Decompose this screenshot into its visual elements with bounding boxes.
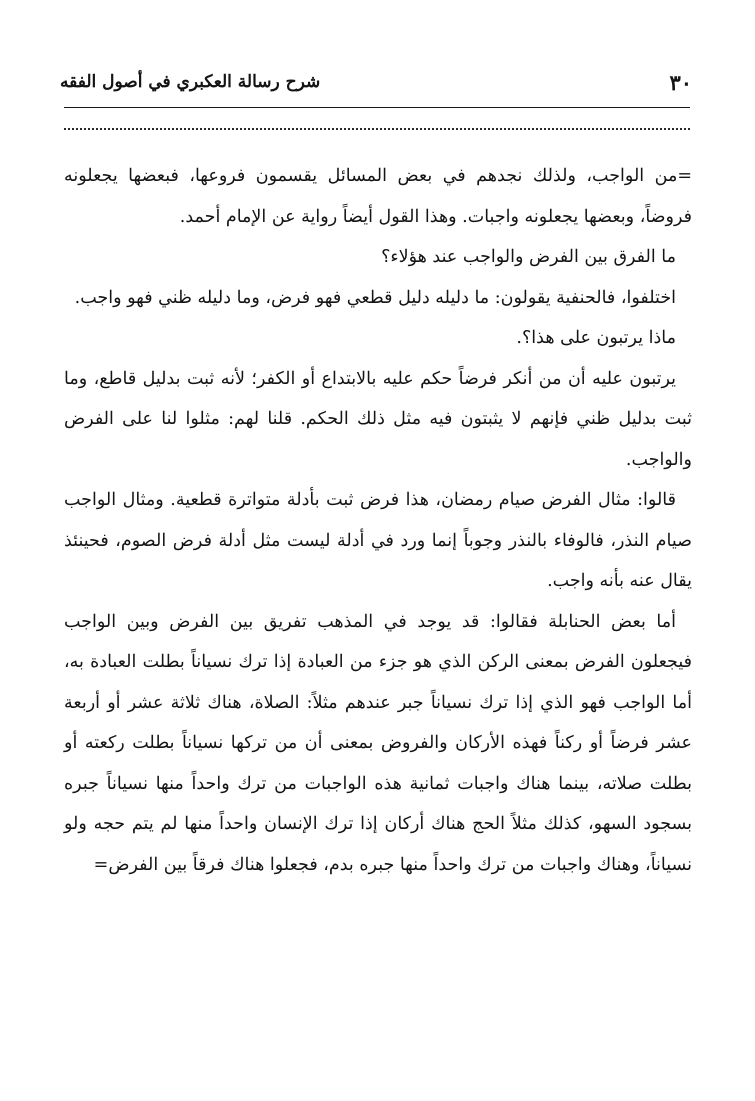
page-number: ٣٠ bbox=[669, 70, 692, 95]
paragraph-question-consequence: ماذا يرتبون على هذا؟. bbox=[516, 328, 676, 348]
paragraph-examples: قالوا: مثال الفرض صيام رمضان، هذا فرض ثبت بأدلة متواترة قطعية. ومثال الواجب صيام النذر، فالوفاء بالنذر وجوباً إنما ورد في أدلة ليست مثل أدلة فرض الصوم، فحينئذ يقال عنه بأنه واجب. bbox=[64, 490, 692, 591]
paragraph-hanbali-view: أما بعض الحنابلة فقالوا: قد يوجد في المذهب تفريق بين الفرض وبين الواجب فيجعلون الفرض بمعنى الركن الذي هو جزء من العبادة إذا ترك نسياناً بطلت العبادة به، أما الواجب فهو الذي إذا ترك نسياناً جبر عندهم مثلاً: الصلاة، هناك ثلاثة عشر أو أربعة عشر فرضاً أو ركناً فهذه الأركان والفروض بمعنى أن من تركها نسياناً بطلت ركعته أو بطلت صلاته، بينما هناك واجبات ثمانية هذه الواجبات من ترك واحداً منها نسياناً جبره بسجود السهو، كذلك مثلاً الحج هناك أركان إذا ترك الإنسان واحداً منها لم يتم حجه ولو نسياناً، وهناك واجبات من ترك واحداً منها جبره بدم، فجعلوا هناك فرقاً بين الفرض= bbox=[64, 611, 692, 875]
paragraph-question: ما الفرق بين الفرض والواجب عند هؤلاء؟ bbox=[381, 247, 676, 267]
running-header bbox=[60, 68, 692, 104]
page-body bbox=[64, 156, 692, 885]
header-rule bbox=[64, 107, 690, 108]
paragraph-hanafi-view: اختلفوا، فالحنفية يقولون: ما دليله دليل قطعي فهو فرض، وما دليله ظني فهو واجب. bbox=[74, 287, 676, 308]
header-dotted-rule bbox=[64, 128, 690, 130]
paragraph-consequence: يرتبون عليه أن من أنكر فرضاً حكم عليه بالابتداع أو الكفر؛ لأنه ثبت بدليل قاطع، وما ثبت بدليل ظني فإنهم لا يثبتون فيه مثل ذلك الحكم. قلنا لهم: مثلوا لنا على الفرض والواجب. bbox=[64, 368, 692, 470]
book-title: شرح رسالة العكبري في أصول الفقه bbox=[60, 72, 321, 92]
paragraph-continuation: =من الواجب، ولذلك نجدهم في بعض المسائل يقسمون فروعها، فبعضها يجعلونه فروضاً، وبعضها يجعلونه واجبات. وهذا القول أيضاً رواية عن الإمام أحمد. bbox=[64, 166, 692, 227]
